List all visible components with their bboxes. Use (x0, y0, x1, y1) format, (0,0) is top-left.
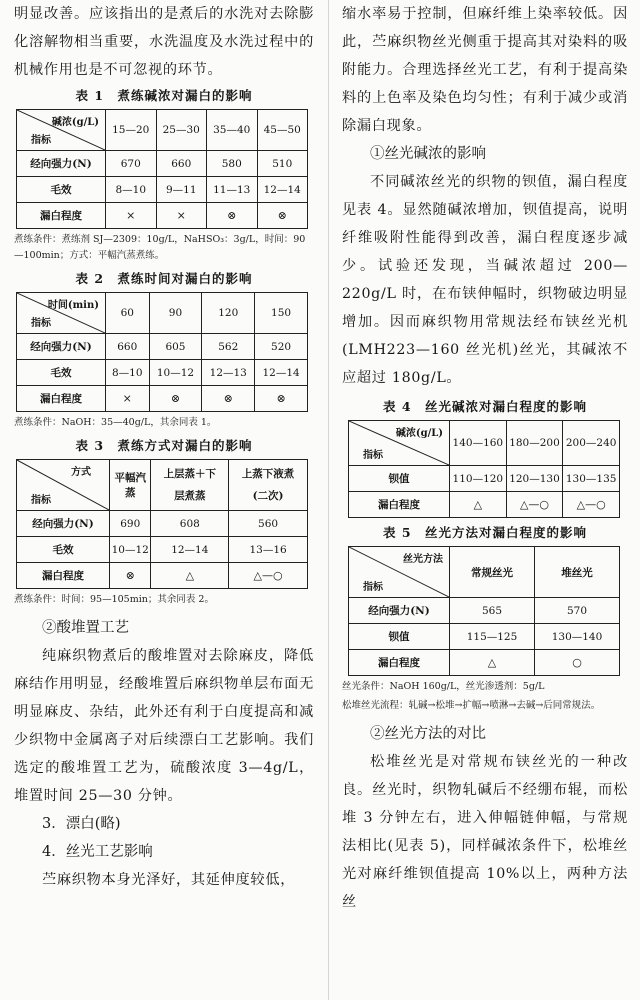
table4-title: 表 4 丝光碱浓对漏白程度的影响 (382, 399, 588, 414)
table3-header-bottom: 指标 (31, 495, 51, 506)
table2-note: 煮练条件：NaOH：35—40g/L，其余同表 1。 (14, 417, 217, 428)
table1-row-label: 毛效 (17, 177, 106, 203)
table3-cell: 10—12 (110, 537, 151, 563)
table-row (17, 360, 308, 386)
table-row (17, 334, 308, 360)
table1-row-label: 经向强力(N) (17, 151, 106, 177)
right-column (342, 0, 628, 916)
table-row (349, 492, 620, 518)
table2-cell: 520 (255, 334, 308, 360)
table3-cell: 12—14 (151, 537, 229, 563)
table2-header-top: 时间(min) (47, 300, 99, 311)
table3-cell: 13—16 (229, 537, 308, 563)
table2-cell: 12—13 (202, 360, 255, 386)
table2-row-label: 毛效 (17, 360, 106, 386)
table1-cell: 8—10 (106, 177, 157, 203)
table5-cell: 115—125 (450, 624, 535, 650)
table4-cell: △—○ (563, 492, 620, 518)
table3-cell: △—○ (229, 563, 308, 589)
table-row (17, 537, 308, 563)
table2-cell: ⊗ (149, 386, 202, 412)
table4-row-label: 钡值 (349, 466, 450, 492)
table1-title: 表 1 煮练碱浓对漏白的影响 (75, 88, 253, 103)
table4-row-label: 漏白程度 (349, 492, 450, 518)
table4-cell: 130—135 (563, 466, 620, 492)
column-divider (328, 0, 329, 1000)
table3-title: 表 3 煮练方式对漏白的影响 (75, 438, 253, 453)
table1-cell: 580 (207, 151, 258, 177)
table5 (348, 546, 620, 676)
table1-note: 煮练条件：煮练剂 SJ—2309：10g/L，NaHSO₃：3g/L，时间：90—100min；方式：平幅汽蒸煮练。 (14, 234, 306, 261)
table4-col-header: 180—200 (506, 421, 563, 466)
table1-cell: 510 (257, 151, 308, 177)
table5-row-label: 钡值 (349, 624, 450, 650)
table2-cell: 605 (149, 334, 202, 360)
table2-cell: ⊗ (255, 386, 308, 412)
table4-corner-header (349, 421, 450, 466)
table3-col-header: 上层蒸＋下层煮蒸 (151, 460, 229, 511)
table-row (17, 563, 308, 589)
table2-cell: ⊗ (202, 386, 255, 412)
table1 (16, 109, 308, 229)
table5-cell: △ (450, 650, 535, 676)
table1-cell: × (106, 203, 157, 229)
table-row (17, 203, 308, 229)
table2-col-header: 60 (106, 293, 150, 334)
table1-corner-header (17, 110, 106, 151)
table1-cell: 11—13 (207, 177, 258, 203)
table5-col-header: 堆丝光 (535, 547, 620, 598)
table5-row-label: 经向强力(N) (349, 598, 450, 624)
section-heading-bleach: 3．漂白(略) (42, 816, 121, 832)
table3-col-header: 平幅汽蒸 (110, 460, 151, 511)
table5-cell: 130—140 (535, 624, 620, 650)
table4-cell: △ (450, 492, 507, 518)
method-paragraph: 松堆丝光是对常规布铗丝光的一种改良。丝光时，织物轧碱后不经绷布辊，而松堆 3 分钟左右，进入伸幅链伸幅，与常规法相比(见表 5)，同样碱浓条件下，松堆丝光对麻纤维钡值提高 10%以上，两种方法丝 (342, 754, 628, 910)
table4-header-top: 碱浓(g/L) (395, 428, 443, 439)
table1-cell: 670 (106, 151, 157, 177)
table3-col-header: 上蒸下液煮(二次) (229, 460, 308, 511)
table-row (349, 466, 620, 492)
table2-col-header: 120 (202, 293, 255, 334)
table4-cell: 110—120 (450, 466, 507, 492)
table3-row-label: 毛效 (17, 537, 110, 563)
section-heading-conc: ①丝光碱浓的影响 (370, 146, 486, 162)
table4-col-header: 200—240 (563, 421, 620, 466)
table5-header-top: 丝光方法 (403, 554, 443, 565)
table5-cell: ○ (535, 650, 620, 676)
table3 (16, 459, 308, 589)
table1-cell: 9—11 (156, 177, 207, 203)
section-heading-acid: ②酸堆置工艺 (42, 620, 129, 636)
table-row (349, 650, 620, 676)
table2-cell: 660 (106, 334, 150, 360)
table5-note-process: 松堆丝光流程：轧碱→松堆→扩幅→喷淋→去碱→后同常规法。 (342, 700, 601, 711)
table4-cell: △—○ (506, 492, 563, 518)
table2-row-label: 经向强力(N) (17, 334, 106, 360)
table3-cell: 560 (229, 511, 308, 537)
table-row (17, 177, 308, 203)
left-column (14, 0, 314, 894)
table3-note: 煮练条件：时间：95—105min；其余同表 2。 (14, 594, 214, 605)
table2-cell: 562 (202, 334, 255, 360)
table3-cell: 608 (151, 511, 229, 537)
section-heading-method: ②丝光方法的对比 (370, 726, 486, 742)
table3-header-top: 方式 (71, 467, 91, 478)
table5-col-header: 常规丝光 (450, 547, 535, 598)
table5-header-bottom: 指标 (363, 582, 383, 593)
table1-cell: × (156, 203, 207, 229)
table-row (349, 624, 620, 650)
table5-cell: 570 (535, 598, 620, 624)
table4-header-bottom: 指标 (363, 450, 383, 461)
table1-header-top: 碱浓(g/L) (51, 117, 99, 128)
table1-row-label: 漏白程度 (17, 203, 106, 229)
table2-header-bottom: 指标 (31, 318, 51, 329)
table4-cell: 120—130 (506, 466, 563, 492)
table-row (349, 598, 620, 624)
table1-cell: 12—14 (257, 177, 308, 203)
table2-cell: × (106, 386, 150, 412)
table4-col-header: 140—160 (450, 421, 507, 466)
table1-col-header: 15—20 (106, 110, 157, 151)
section-heading-mercerize: 4．丝光工艺影响 (42, 844, 153, 860)
table5-note-conditions: 丝光条件：NaOH 160g/L，丝光渗透剂：5g/L (342, 681, 545, 692)
acid-paragraph: 纯麻织物煮后的酸堆置对去除麻皮，降低麻结作用明显，经酸堆置后麻织物单层布面无明显麻皮、杂结，此外还有利于白度提高和减少织物中金属离子对后续漂白工艺影响。我们选定的酸堆置工艺为，硫酸浓度 3—4g/L，堆置时间 25—30 分钟。 (14, 648, 314, 804)
left-intro-paragraph: 明显改善。应该指出的是煮后的水洗对去除膨化溶解物相当重要，水洗温度及水洗过程中的机械作用也是不可忽视的环节。 (14, 6, 314, 78)
table3-cell: ⊗ (110, 563, 151, 589)
table5-title: 表 5 丝光方法对漏白程度的影响 (382, 525, 588, 540)
table2-cell: 8—10 (106, 360, 150, 386)
table3-cell: 690 (110, 511, 151, 537)
table3-cell: △ (151, 563, 229, 589)
table2-corner-header (17, 293, 106, 334)
table5-row-label: 漏白程度 (349, 650, 450, 676)
table1-cell: ⊗ (207, 203, 258, 229)
table3-row-label: 经向强力(N) (17, 511, 110, 537)
table2-col-header: 150 (255, 293, 308, 334)
table2 (16, 292, 308, 412)
table2-cell: 10—12 (149, 360, 202, 386)
table1-col-header: 35—40 (207, 110, 258, 151)
table2-row-label: 漏白程度 (17, 386, 106, 412)
conc-paragraph: 不同碱浓丝光的织物的钡值，漏白程度见表 4。显然随碱浓增加，钡值提高，说明纤维吸附性能得到改善，漏白程度逐步减少。试验还发现，当碱浓超过 200—220g/L 时，在布铗伸幅时，织物破边明显增加。因而麻织物用常规法经布铗丝光机(LMH223—160 丝光机)丝光，其碱浓不应超过 180g/L。 (342, 174, 628, 386)
table1-cell: ⊗ (257, 203, 308, 229)
table-row (17, 151, 308, 177)
table-row (17, 511, 308, 537)
table2-col-header: 90 (149, 293, 202, 334)
mercerize-paragraph: 苎麻织物本身光泽好，其延伸度较低， (42, 872, 296, 888)
right-intro-paragraph: 缩水率易于控制，但麻纤维上染率较低。因此，苎麻织物丝光侧重于提高其对染料的吸附能力。合理选择丝光工艺，有利于提高染料的上色率及染色均匀性；有利于减少或消除漏白现象。 (342, 6, 628, 134)
table-row (17, 386, 308, 412)
table1-col-header: 25—30 (156, 110, 207, 151)
table1-header-bottom: 指标 (31, 135, 51, 146)
table1-cell: 660 (156, 151, 207, 177)
table5-cell: 565 (450, 598, 535, 624)
table3-corner-header (17, 460, 110, 511)
table3-row-label: 漏白程度 (17, 563, 110, 589)
table5-corner-header (349, 547, 450, 598)
table2-cell: 12—14 (255, 360, 308, 386)
table2-title: 表 2 煮练时间对漏白的影响 (75, 271, 253, 286)
table4 (348, 420, 620, 518)
table1-col-header: 45—50 (257, 110, 308, 151)
